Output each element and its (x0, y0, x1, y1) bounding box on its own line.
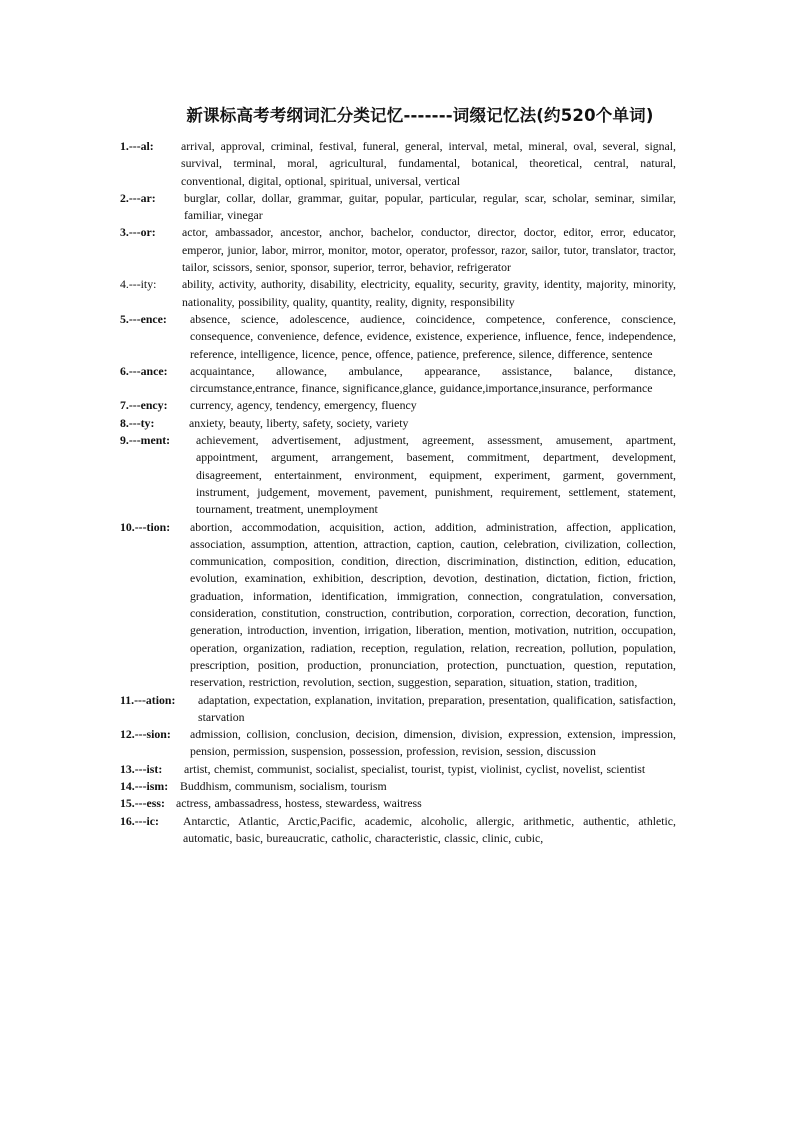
entry-ism (120, 778, 676, 795)
entry-words: adaptation, expectation, explanation, invitation, preparation, presentation, qualification, satisfaction, starvation (198, 692, 676, 724)
entry-or (120, 224, 676, 276)
entry-words: burglar, collar, dollar, grammar, guitar, popular, particular, regular, scar, scholar, seminar, similar, familiar, vinegar (184, 190, 676, 223)
entry-words: achievement, advertisement, adjustment, agreement, assessment, amusement, apartment, appointment, argument, arrangement, basement, commitment, department, development, disagreement, entertainment, environment, equipment, experiment, garment, government, instrument, judgement, movement, pavement, punishment, requirement, settlement, statement, tournament, treatment, unemployment (196, 433, 676, 517)
entry-label: 12.---sion: (120, 727, 171, 742)
entry-ency (120, 397, 676, 414)
entry-label: 16.---ic: (120, 813, 159, 828)
entry-label: 3.---or: (120, 225, 156, 240)
entry-label: 11.---ation: (120, 692, 176, 707)
entry-label: 6.---ance: (120, 363, 168, 378)
document-title: 新课标高考考纲词汇分类记忆-------词缀记忆法(约520个单词) (186, 106, 654, 125)
entry-ation (120, 692, 676, 727)
entry-label: 7.---ency: (120, 398, 168, 413)
entry-ist (120, 761, 676, 778)
entry-al (120, 138, 676, 190)
entry-words: actor, ambassador, ancestor, anchor, bachelor, conductor, director, doctor, editor, error, educator, emperor, junior, labor, mirror, monitor, motor, operator, professor, razor, sailor, tutor, translator, tractor, tailor, scissors, senior, sponsor, superior, terror, behavior, refrigerator (182, 225, 676, 275)
entry-list (120, 138, 676, 847)
entry-ment (120, 432, 676, 518)
entry-ar (120, 190, 676, 225)
entry-sion (120, 726, 676, 761)
entry-words: abortion, accommodation, acquisition, action, addition, administration, affection, application, association, assumption, attention, attraction, caption, caution, celebration, civilization, collection, communication, composition, condition, direction, discrimination, distinction, edition, education, evolution, examination, exhibition, description, devotion, destination, dictation, fiction, friction, graduation, information, identification, immigration, connection, congratulation, conversation, consideration, constitution, construction, contribution, corporation, correction, decoration, function, generation, introduction, invention, irrigation, liberation, mention, motivation, nutrition, occupation, operation, organization, radiation, reception, regulation, relation, recreation, pollution, population, prescription, position, production, pronunciation, protection, punctuation, question, reputation, reservation, restriction, revolution, section, suggestion, separation, situation, station, tradition, (190, 519, 676, 690)
entry-tion (120, 519, 676, 692)
entry-words: acquaintance, allowance, ambulance, appearance, assistance, balance, distance, circumstance,entrance, finance, significance,glance, guidance,importance,insurance, performance (190, 363, 676, 396)
entry-words: artist, chemist, communist, socialist, specialist, tourist, typist, violinist, cyclist, novelist, scientist (184, 761, 646, 776)
entry-words: arrival, approval, criminal, festival, funeral, general, interval, metal, mineral, oval, several, signal, survival, terminal, moral, agricultural, fundamental, botanical, theoretical, central, natural, conventional, digital, optional, spiritual, universal, vertical (181, 139, 676, 188)
entry-label: 13.---ist: (120, 761, 163, 776)
entry-ence (120, 311, 676, 363)
entry-words: Antarctic, Atlantic, Arctic,Pacific, academic, alcoholic, allergic, arithmetic, authentic, athletic, automatic, basic, bureaucratic, catholic, characteristic, classic, clinic, cubic, (183, 813, 676, 845)
entry-words: currency, agency, tendency, emergency, fluency (190, 398, 417, 413)
entry-words: ability, activity, authority, disability, electricity, equality, security, gravity, identity, majority, minority, nationality, possibility, quality, quantity, reality, dignity, responsibility (182, 277, 676, 309)
entry-label: 10.---tion: (120, 519, 171, 534)
entry-ity (120, 276, 676, 311)
entry-label: 8.---ty: (120, 415, 155, 430)
entry-label: 4.---ity: (120, 277, 157, 292)
entry-label: 5.---ence: (120, 311, 167, 326)
entry-words: absence, science, adolescence, audience, coincidence, competence, conference, conscience, consequence, convenience, defence, evidence, existence, experience, influence, fence, independence, reference, intelligence, licence, pence, offence, patience, preference, silence, difference, sentence (190, 311, 676, 361)
entry-ance (120, 363, 676, 398)
entry-label: 14.---ism: (120, 778, 169, 793)
entry-label: 1.---al: (120, 139, 154, 153)
entry-ic (120, 813, 676, 848)
entry-words: Buddhism, communism, socialism, tourism (180, 778, 387, 793)
entry-words: anxiety, beauty, liberty, safety, society, variety (189, 415, 409, 430)
entry-label: 2.---ar: (120, 190, 156, 205)
entry-ty (120, 415, 676, 432)
entry-label: 9.---ment: (120, 433, 171, 448)
entry-label: 15.---ess: (120, 796, 165, 811)
entry-words: actress, ambassadress, hostess, stewardess, waitress (176, 796, 422, 811)
entry-ess (120, 795, 676, 812)
entry-words: admission, collision, conclusion, decision, dimension, division, expression, extension, impression, pension, permission, suspension, possession, profession, revision, session, discussion (190, 727, 676, 759)
